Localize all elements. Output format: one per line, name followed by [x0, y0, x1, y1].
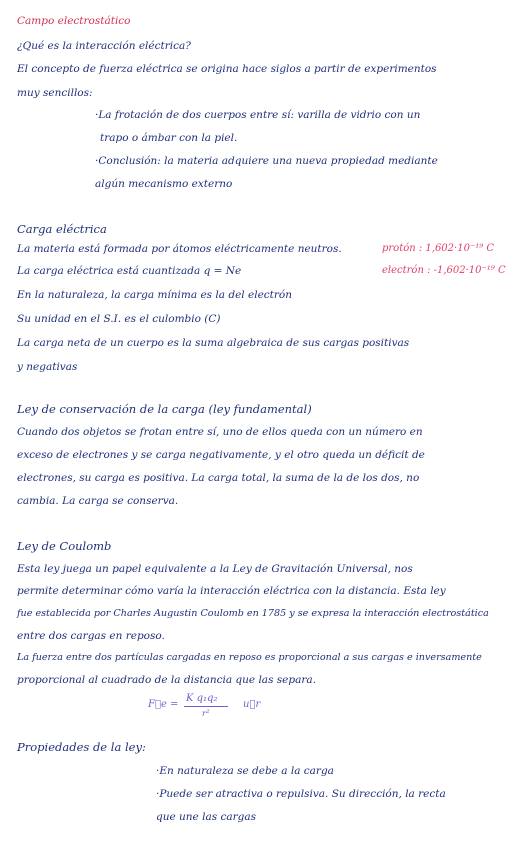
page-title: Campo electrostático [17, 15, 131, 27]
coulomb-line-4: entre dos cargas en reposo. [17, 630, 165, 642]
bullet-line-3: ·Conclusión: la materia adquiere una nueva propiedad mediante [95, 155, 438, 167]
coulomb-line-1: Esta ley juega un papel equivalente a la Ley de Gravitación Universal, nos [17, 563, 413, 575]
carga-heading: Carga eléctrica [17, 222, 107, 236]
coulomb-line-2: permite determinar cómo varía la interacción eléctrica con la distancia. Esta ley [17, 585, 446, 597]
conservacion-line-2: exceso de electrones y se carga negativamente, y el otro queda un déficit de [17, 449, 425, 461]
formula-numerator: K q₁q₂ [186, 693, 218, 704]
propiedades-line-1: ·En naturaleza se debe a la carga [156, 765, 334, 777]
propiedades-heading: Propiedades de la ley: [17, 740, 146, 754]
conservacion-heading: Ley de conservación de la carga (ley fundamental) [17, 402, 312, 416]
propiedades-line-2: ·Puede ser atractiva o repulsiva. Su dirección, la recta [156, 788, 446, 800]
coulomb-heading: Ley de Coulomb [17, 539, 112, 553]
formula-force: F⃗e = [148, 699, 179, 710]
conservacion-line-1: Cuando dos objetos se frotan entre sí, uno de ellos queda con un número en [17, 426, 423, 438]
bullet-line-2: trapo o ámbar con la piel. [100, 132, 238, 144]
propiedades-line-3: que une las cargas [156, 811, 256, 823]
bullet-line-1: ·La frotación de dos cuerpos entre sí: varilla de vidrio con un [95, 109, 421, 121]
proton-charge: protón : 1,602·10⁻¹⁹ C [382, 243, 495, 254]
carga-line-3: En la naturaleza, la carga mínima es la del electrón [17, 289, 292, 301]
bullet-line-4: algún mecanismo externo [95, 178, 233, 190]
coulomb-line-3: fue establecida por Charles Augustin Coulomb en 1785 y se expresa la interacción electrostática [17, 608, 489, 619]
carga-line-4: Su unidad en el S.I. es el culombio (C) [17, 313, 221, 325]
carga-line-6: y negativas [17, 361, 78, 373]
carga-line-2: La carga eléctrica está cuantizada q = Ne [17, 265, 242, 277]
coulomb-line-6: proporcional al cuadrado de la distancia que las separa. [17, 674, 316, 686]
carga-line-5: La carga neta de un cuerpo es la suma algebraica de sus cargas positivas [17, 337, 410, 349]
conservacion-line-4: cambia. La carga se conserva. [17, 495, 179, 507]
question: ¿Qué es la interacción eléctrica? [17, 40, 191, 52]
intro-line-1: El concepto de fuerza eléctrica se origina hace siglos a partir de experimentos [17, 63, 437, 75]
intro-line-2: muy sencillos: [17, 87, 93, 99]
conservacion-line-3: electrones, su carga es positiva. La carga total, la suma de la de los dos, no [17, 472, 420, 484]
formula-denominator: r² [202, 709, 210, 719]
carga-line-1: La materia está formada por átomos eléctricamente neutros. [17, 243, 342, 255]
coulomb-formula [148, 692, 268, 722]
formula-unit-vector: u⃗r [243, 699, 261, 710]
coulomb-line-5: La fuerza entre dos partículas cargadas en reposo es proporcional a sus cargas e inversamente [17, 652, 482, 663]
electron-charge: electrón : -1,602·10⁻¹⁹ C [382, 265, 506, 276]
